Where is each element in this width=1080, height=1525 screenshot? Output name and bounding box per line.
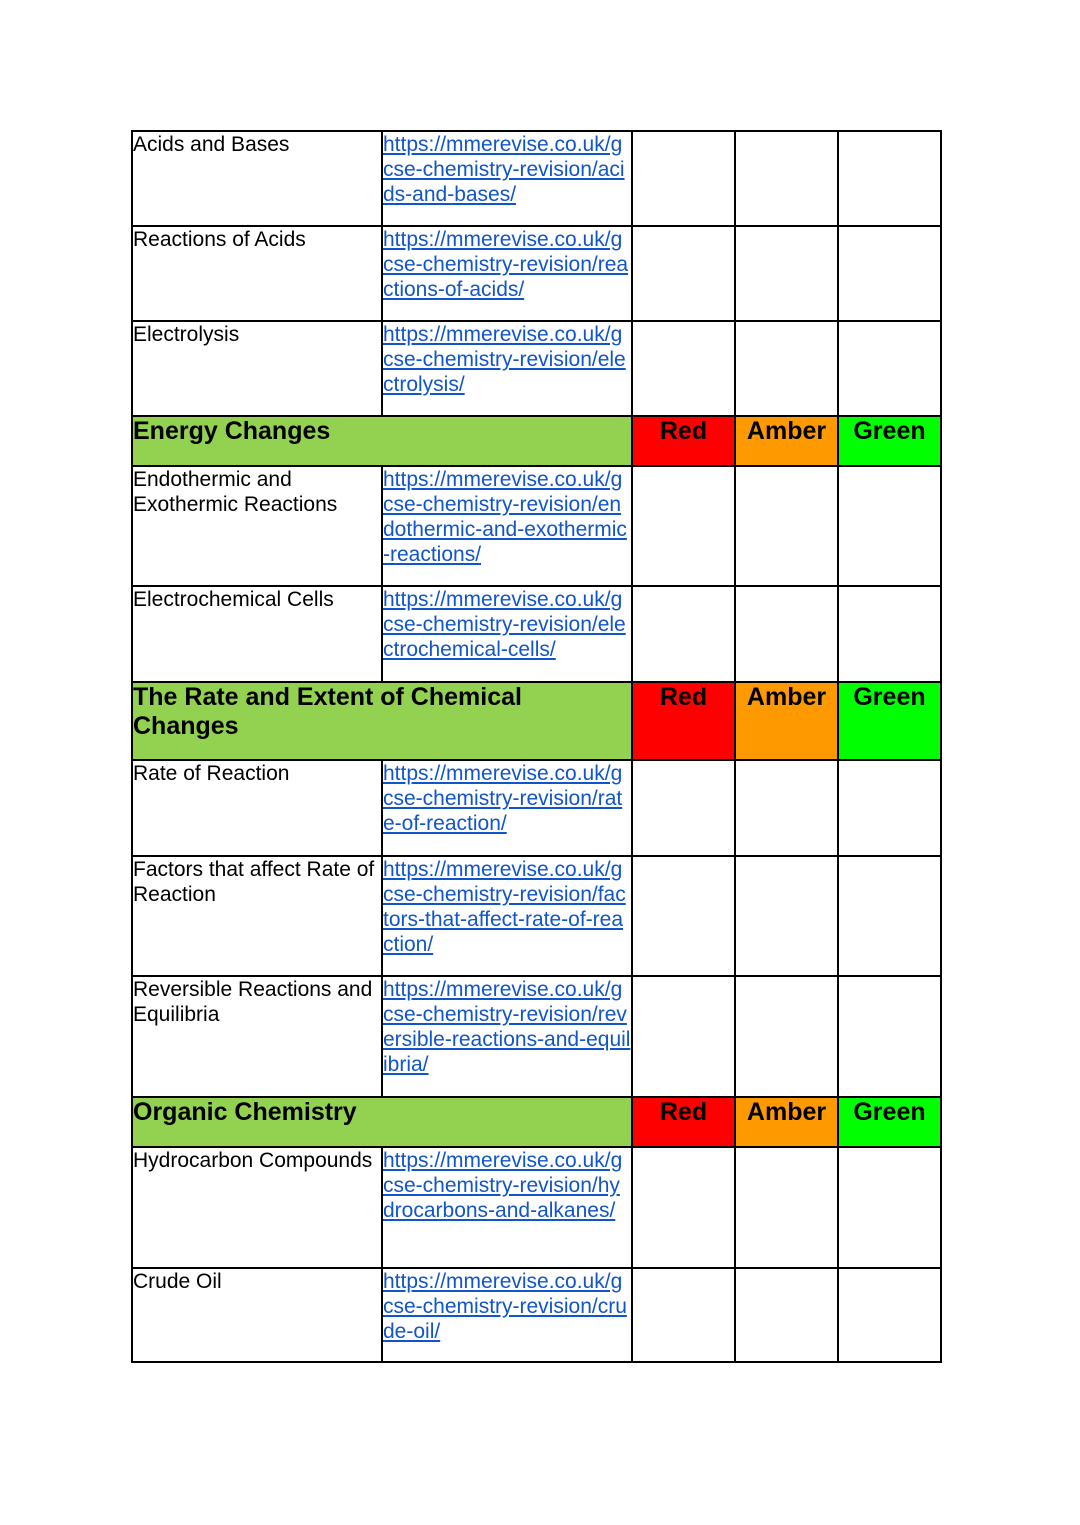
table-row: [132, 586, 941, 682]
rag-amber-header: Amber: [735, 416, 838, 466]
rag-red-header: Red: [632, 1097, 735, 1147]
rag-green-checkbox-cell[interactable]: [838, 1268, 941, 1362]
revision-link[interactable]: https://mmerevise.co.uk/gcse-chemistry-revision/factors-that-affect-rate-of-reaction/: [383, 858, 626, 956]
revision-link[interactable]: https://mmerevise.co.uk/gcse-chemistry-revision/endothermic-and-exothermic-reactions/: [383, 468, 627, 566]
rag-red-checkbox-cell[interactable]: [632, 131, 735, 226]
revision-checklist-table: [131, 130, 942, 1363]
rag-green-checkbox-cell[interactable]: [838, 586, 941, 682]
topic-cell: Endothermic and Exothermic Reactions: [132, 466, 382, 586]
rag-amber-checkbox-cell[interactable]: [735, 856, 838, 976]
rag-amber-checkbox-cell[interactable]: [735, 976, 838, 1097]
rag-green-checkbox-cell[interactable]: [838, 321, 941, 416]
rag-green-header: Green: [838, 1097, 941, 1147]
revision-link[interactable]: https://mmerevise.co.uk/gcse-chemistry-revision/electrochemical-cells/: [383, 588, 626, 661]
rag-green-checkbox-cell[interactable]: [838, 466, 941, 586]
rag-red-checkbox-cell[interactable]: [632, 856, 735, 976]
revision-link[interactable]: https://mmerevise.co.uk/gcse-chemistry-revision/hydrocarbons-and-alkanes/: [383, 1149, 623, 1222]
revision-link[interactable]: https://mmerevise.co.uk/gcse-chemistry-revision/reactions-of-acids/: [383, 228, 629, 301]
rag-green-checkbox-cell[interactable]: [838, 976, 941, 1097]
topic-cell: Electrolysis: [132, 321, 382, 416]
section-title: Organic Chemistry: [132, 1097, 632, 1147]
table-row: [132, 131, 941, 226]
topic-cell: Electrochemical Cells: [132, 586, 382, 682]
rag-amber-header: Amber: [735, 682, 838, 760]
revision-link[interactable]: https://mmerevise.co.uk/gcse-chemistry-revision/reversible-reactions-and-equilibria/: [383, 978, 631, 1076]
rag-green-checkbox-cell[interactable]: [838, 1147, 941, 1268]
rag-red-checkbox-cell[interactable]: [632, 226, 735, 321]
topic-cell: Reversible Reactions and Equilibria: [132, 976, 382, 1097]
rag-amber-checkbox-cell[interactable]: [735, 586, 838, 682]
rag-red-checkbox-cell[interactable]: [632, 976, 735, 1097]
table-row: [132, 856, 941, 976]
rag-green-checkbox-cell[interactable]: [838, 760, 941, 856]
rag-green-checkbox-cell[interactable]: [838, 856, 941, 976]
rag-green-checkbox-cell[interactable]: [838, 131, 941, 226]
section-header-energy-changes: [132, 416, 941, 466]
revision-link[interactable]: https://mmerevise.co.uk/gcse-chemistry-revision/acids-and-bases/: [383, 133, 625, 206]
table-row: [132, 466, 941, 586]
rag-red-checkbox-cell[interactable]: [632, 1147, 735, 1268]
revision-link[interactable]: https://mmerevise.co.uk/gcse-chemistry-revision/crude-oil/: [383, 1270, 627, 1343]
table-row: [132, 1147, 941, 1268]
rag-red-checkbox-cell[interactable]: [632, 466, 735, 586]
rag-green-checkbox-cell[interactable]: [838, 226, 941, 321]
table-row: [132, 1268, 941, 1362]
rag-red-checkbox-cell[interactable]: [632, 321, 735, 416]
table-row: [132, 760, 941, 856]
table-row: [132, 321, 941, 416]
topic-cell: Factors that affect Rate of Reaction: [132, 856, 382, 976]
rag-amber-checkbox-cell[interactable]: [735, 226, 838, 321]
rag-red-header: Red: [632, 682, 735, 760]
section-title: The Rate and Extent of Chemical Changes: [132, 682, 632, 760]
rag-amber-checkbox-cell[interactable]: [735, 1147, 838, 1268]
rag-red-checkbox-cell[interactable]: [632, 760, 735, 856]
table-row: [132, 976, 941, 1097]
rag-amber-checkbox-cell[interactable]: [735, 466, 838, 586]
rag-amber-checkbox-cell[interactable]: [735, 321, 838, 416]
rag-amber-header: Amber: [735, 1097, 838, 1147]
topic-cell: Reactions of Acids: [132, 226, 382, 321]
rag-green-header: Green: [838, 416, 941, 466]
rag-red-header: Red: [632, 416, 735, 466]
topic-cell: Hydrocarbon Compounds: [132, 1147, 382, 1268]
rag-amber-checkbox-cell[interactable]: [735, 1268, 838, 1362]
section-header-rate-and-extent: [132, 682, 941, 760]
rag-red-checkbox-cell[interactable]: [632, 586, 735, 682]
revision-link[interactable]: https://mmerevise.co.uk/gcse-chemistry-revision/electrolysis/: [383, 323, 626, 396]
rag-amber-checkbox-cell[interactable]: [735, 131, 838, 226]
table-row: [132, 226, 941, 321]
topic-cell: Acids and Bases: [132, 131, 382, 226]
topic-cell: Crude Oil: [132, 1268, 382, 1362]
rag-red-checkbox-cell[interactable]: [632, 1268, 735, 1362]
rag-green-header: Green: [838, 682, 941, 760]
revision-link[interactable]: https://mmerevise.co.uk/gcse-chemistry-revision/rate-of-reaction/: [383, 762, 623, 835]
rag-amber-checkbox-cell[interactable]: [735, 760, 838, 856]
section-header-organic-chemistry: [132, 1097, 941, 1147]
section-title: Energy Changes: [132, 416, 632, 466]
topic-cell: Rate of Reaction: [132, 760, 382, 856]
